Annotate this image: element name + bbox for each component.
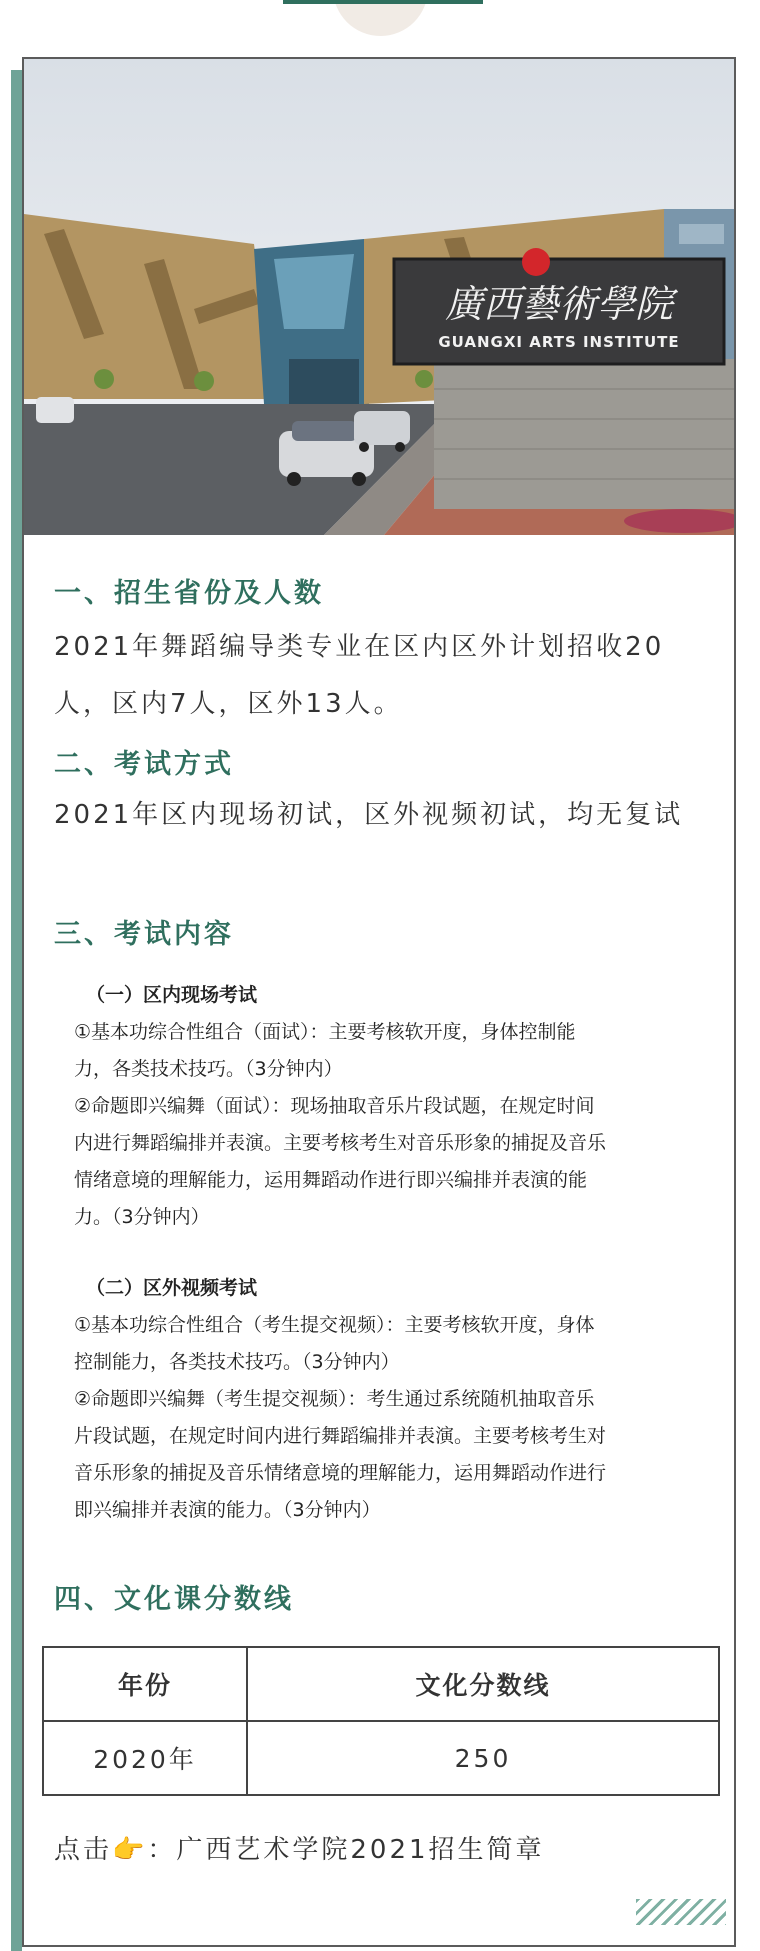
table-header-score: 文化分数线 <box>247 1647 719 1721</box>
link-text[interactable]: ：广西艺术学院2021招生简章 <box>147 1835 545 1865</box>
exam-part-line: ①基本功综合性组合（面试）：主要考核软开度，身体控制能 <box>74 1021 576 1043</box>
section-heading-enrollment: 一、招生省份及人数 <box>54 578 324 609</box>
admission-guide-link[interactable] <box>54 1829 545 1866</box>
section-body-exam-method: 2021年区内现场初试，区外视频初试，均无复试 <box>54 800 684 830</box>
pointing-hand-icon: 👉 <box>112 1835 148 1865</box>
table-row <box>43 1721 719 1795</box>
table-cell-year: 2020年 <box>43 1721 247 1795</box>
campus-photo <box>24 59 734 535</box>
exam-part-line: 片段试题，在规定时间内进行舞蹈编排并表演。主要考核考生对 <box>74 1425 607 1447</box>
score-table-wrapper <box>42 1646 720 1796</box>
sign-chinese-text: 廣西藝術學院 <box>444 282 674 326</box>
score-table <box>42 1646 720 1796</box>
exam-part-line: ①基本功综合性组合（考生提交视频）：主要考核软开度，身体 <box>74 1314 595 1336</box>
table-header-year: 年份 <box>43 1647 247 1721</box>
section-heading-culture-score: 四、文化课分数线 <box>54 1584 294 1615</box>
table-cell-score: 250 <box>247 1721 719 1795</box>
exam-part-title: （一）区内现场考试 <box>86 984 258 1006</box>
exam-part-line: 力。（3分钟内） <box>74 1206 210 1228</box>
corner-stripes-decoration <box>636 1899 726 1925</box>
section-body-enrollment: 2021年舞蹈编导类专业在区内区外计划招收20人，区内7人，区外13人。 <box>54 632 665 719</box>
table-header-row <box>43 1647 719 1721</box>
exam-part-title: （二）区外视频考试 <box>86 1277 258 1299</box>
exam-part-line: 即兴编排并表演的能力。（3分钟内） <box>74 1499 381 1521</box>
exam-part-line: 内进行舞蹈编排并表演。主要考核考生对音乐形象的捕捉及音乐 <box>74 1132 607 1154</box>
link-prefix: 点击 <box>54 1835 113 1865</box>
exam-part-line: ②命题即兴编舞（考生提交视频）：考生通过系统随机抽取音乐 <box>74 1388 595 1410</box>
article-card <box>22 57 736 1947</box>
exam-part-line: 情绪意境的理解能力，运用舞蹈动作进行即兴编排并表演的能 <box>74 1169 588 1191</box>
top-decoration <box>333 0 428 36</box>
section-heading-exam-content: 三、考试内容 <box>54 919 234 950</box>
exam-part-line: 音乐形象的捕捉及音乐情绪意境的理解能力，运用舞蹈动作进行 <box>74 1462 607 1484</box>
section-heading-exam-method: 二、考试方式 <box>54 749 234 780</box>
sign-english-text: GUANGXI ARTS INSTITUTE <box>438 333 680 351</box>
exam-part-line: ②命题即兴编舞（面试）：现场抽取音乐片段试题，在规定时间 <box>74 1095 595 1117</box>
exam-part-video <box>74 1270 714 1529</box>
top-divider <box>283 0 483 4</box>
exam-part-onsite <box>74 977 714 1236</box>
exam-part-line: 力，各类技术技巧。（3分钟内） <box>74 1058 343 1080</box>
left-accent-bar <box>11 70 22 1951</box>
exam-part-line: 控制能力，各类技术技巧。（3分钟内） <box>74 1351 400 1373</box>
